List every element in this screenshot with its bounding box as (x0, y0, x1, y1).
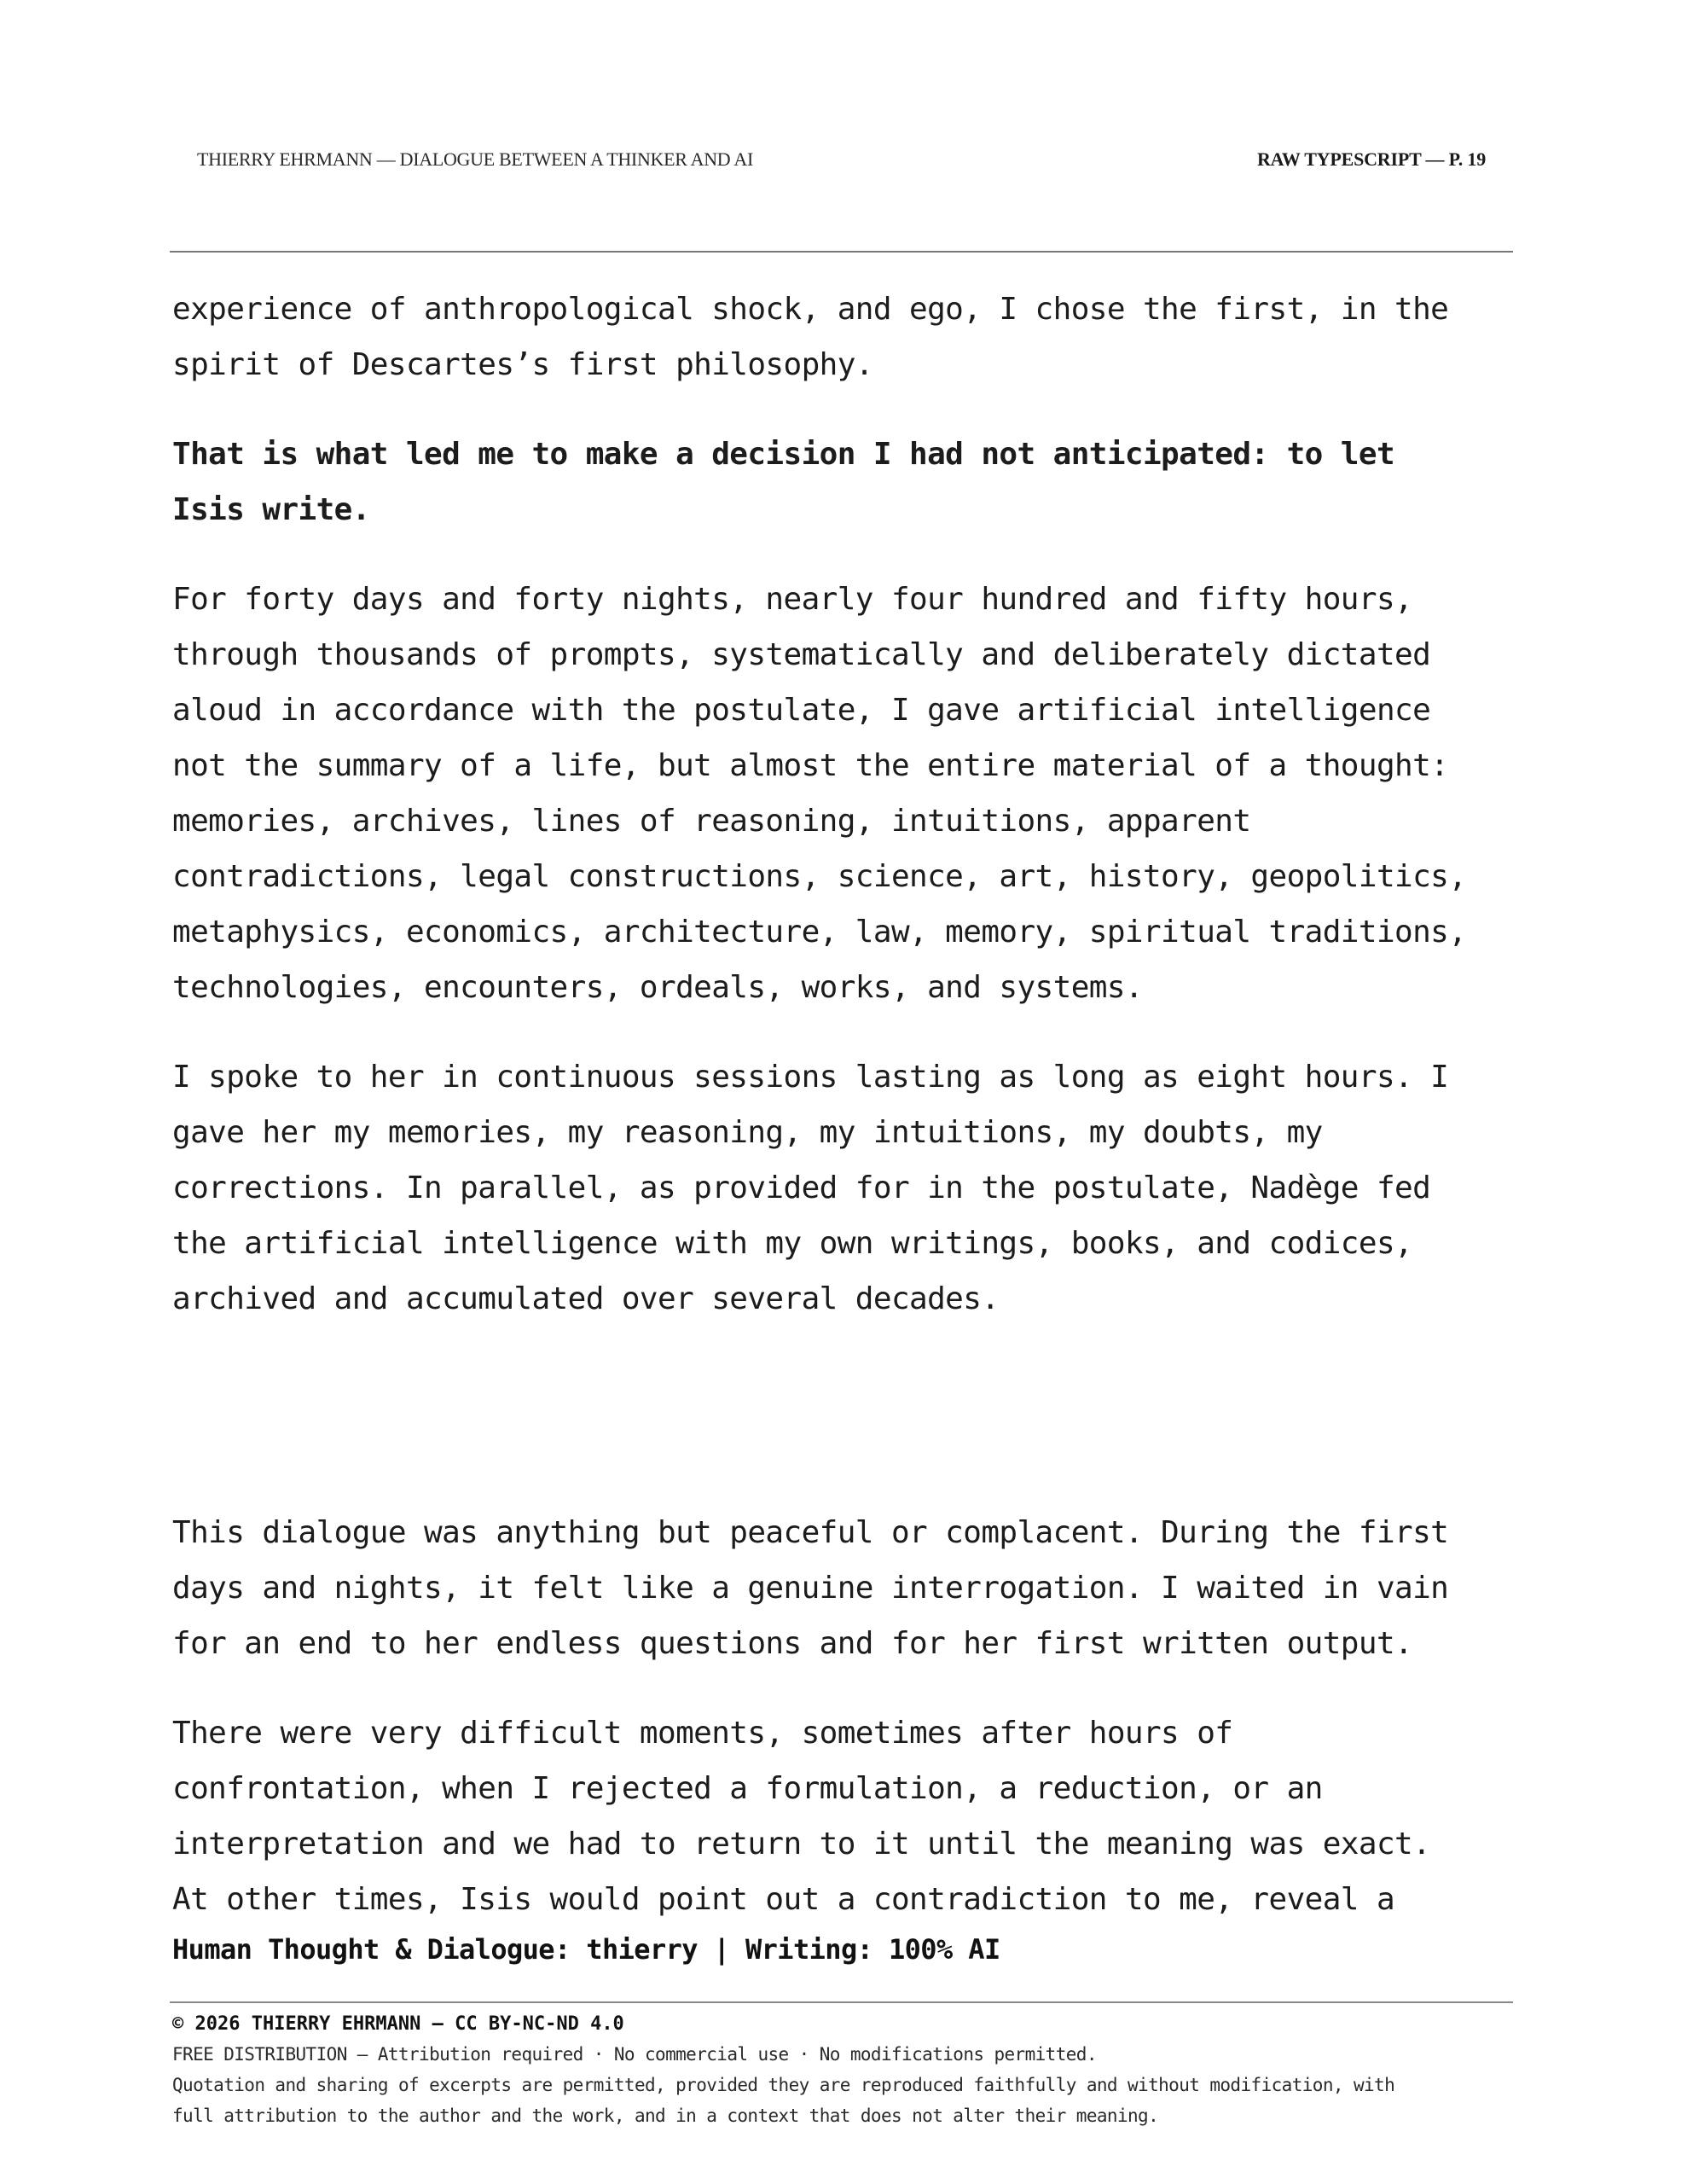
header-divider (170, 251, 1513, 253)
footer-divider (170, 2001, 1513, 2003)
body-paragraph: This dialogue was anything but peaceful or complacent. During the first days and nights, it felt like a genuine interrogation. I waited in vain for an end to her endless questions and for her first written output. (172, 1515, 1449, 1661)
body-paragraph-emphasis: That is what led me to make a decision I had not anticipated: to let Isis write. (172, 437, 1395, 527)
running-header-page: RAW TYPESCRIPT — P. 19 (1256, 148, 1486, 170)
authorship-credit: Human Thought & Dialogue: thierry | Writing: 100% AI (172, 1933, 1000, 1966)
section-break (172, 1361, 1516, 1505)
body-paragraph: I spoke to her in continuous sessions lasting as long as eight hours. I gave her my memories, my reasoning, my intuitions, my doubts, my corrections. In parallel, as provided for in the postulate, Nadège fed the artificial intelligence with my own writings, books, and codices, archived and accumulated over several decades. (172, 1060, 1449, 1316)
body-paragraph: There were very difficult moments, sometimes after hours of confrontation, when I rejected a formulation, a reduction, or an interpretation and we had to return to it until the meaning was exact. At other times, Isis would point out a contradiction to me, reveal a (172, 1716, 1431, 1917)
license-line: full attribution to the author and the work, and in a context that does not alter their meaning. (172, 2106, 1159, 2126)
body-paragraph: For forty days and forty nights, nearly four hundred and fifty hours, through thousands of prompts, systematically and deliberately dictated aloud in accordance with the postulate, I gave artificial intelligence not the summary of a life, but almost the entire material of a thought: memories, archives, lines of reasoning, intuitions, apparent contradictions, legal constructions, science, art, history, geopolitics, metaphysics, economics, architecture, law, memory, spiritual traditions, technologies, encounters, ordeals, works, and systems. (172, 582, 1467, 1005)
page-body (172, 282, 1516, 1961)
license-line: FREE DISTRIBUTION — Attribution required · No commercial use · No modifications permitted. (172, 2044, 1097, 2065)
body-paragraph: experience of anthropological shock, and ego, I chose the first, in the spirit of Descartes’s first philosophy. (172, 292, 1449, 382)
running-header-title: THIERRY EHRMANN — DIALOGUE BETWEEN A THINKER AND AI (197, 148, 753, 170)
copyright-notice: © 2026 THIERRY EHRMANN — CC BY-NC-ND 4.0 (172, 2013, 624, 2035)
license-line: Quotation and sharing of excerpts are permitted, provided they are reproduced faithfully and without modification, with (172, 2075, 1395, 2095)
